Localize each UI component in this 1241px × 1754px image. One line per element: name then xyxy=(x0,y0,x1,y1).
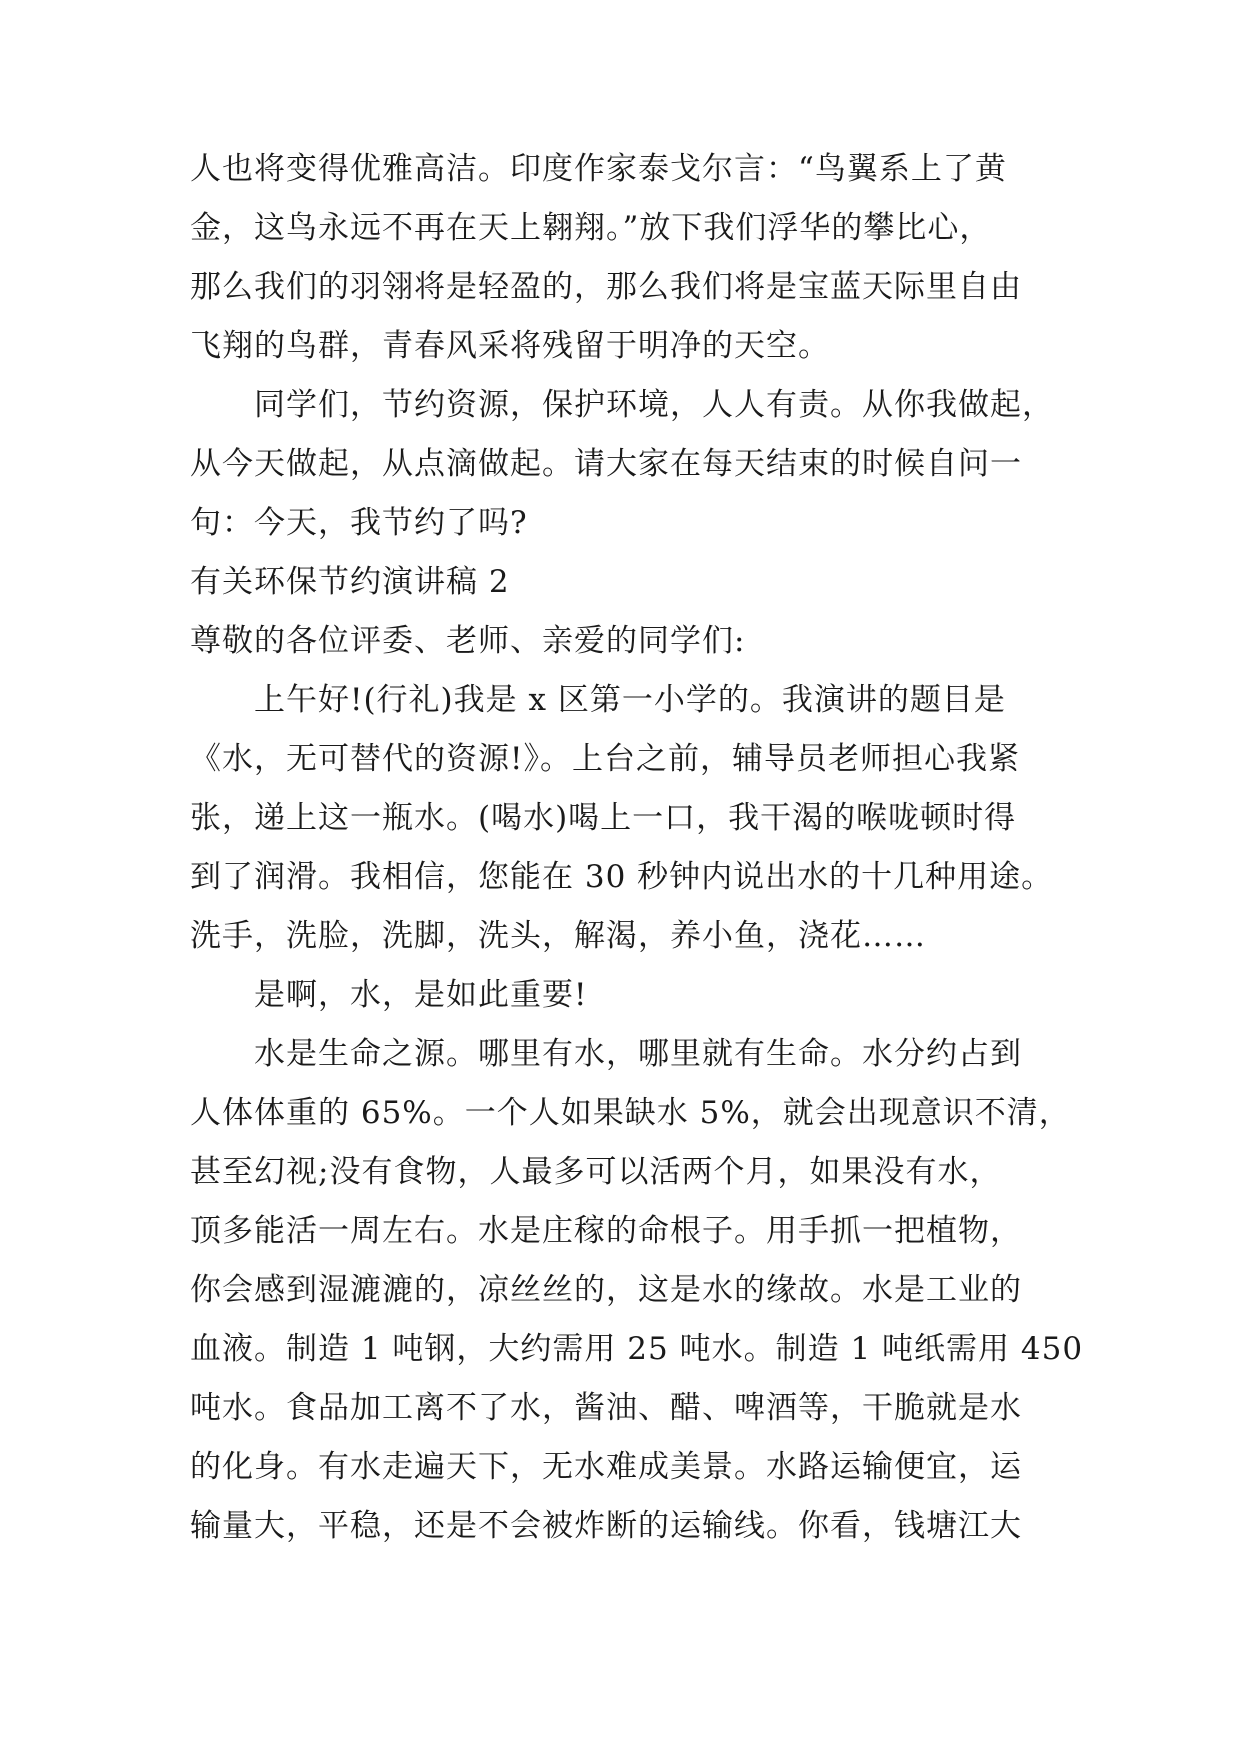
text-line: 水是生命之源。哪里有水，哪里就有生命。水分约占到 xyxy=(254,1036,1022,1072)
text-line: 顶多能活一周左右。水是庄稼的命根子。用手抓一把植物， xyxy=(190,1213,1022,1249)
text-line: 吨水。食品加工离不了水，酱油、醋、啤酒等，干脆就是水 xyxy=(190,1390,1022,1426)
document-body xyxy=(190,140,1084,1556)
text-line: 的化身。有水走遍天下，无水难成美景。水路运输便宜，运 xyxy=(190,1449,1022,1485)
text-line: 甚至幻视;没有食物，人最多可以活两个月，如果没有水， xyxy=(190,1154,1002,1190)
text-line: 到了润滑。我相信，您能在 30 秒钟内说出水的十几种用途。 xyxy=(190,859,1054,895)
text-line: 《水，无可替代的资源!》。上台之前，辅导员老师担心我紧 xyxy=(190,741,1020,777)
text-line: 尊敬的各位评委、老师、亲爱的同学们: xyxy=(190,623,746,659)
text-line: 同学们，节约资源，保护环境，人人有责。从你我做起， xyxy=(254,387,1054,423)
text-line: 人也将变得优雅高洁。印度作家泰戈尔言：“鸟翼系上了黄 xyxy=(190,151,1007,187)
text-line: 你会感到湿漉漉的，凉丝丝的，这是水的缘故。水是工业的 xyxy=(190,1272,1022,1308)
text-line: 血液。制造 1 吨钢，大约需用 25 吨水。制造 1 吨纸需用 450 xyxy=(190,1331,1084,1367)
text-line: 上午好!(行礼)我是 x 区第一小学的。我演讲的题目是 xyxy=(254,682,1006,718)
text-line: 句：今天，我节约了吗? xyxy=(190,505,528,541)
text-line: 飞翔的鸟群，青春风采将残留于明净的天空。 xyxy=(190,328,830,364)
text-line: 洗手，洗脸，洗脚，洗头，解渴，养小鱼，浇花…… xyxy=(190,918,926,954)
text-line: 是啊，水，是如此重要! xyxy=(254,977,588,1013)
text-line: 那么我们的羽翎将是轻盈的，那么我们将是宝蓝天际里自由 xyxy=(190,269,1022,305)
text-line: 人体体重的 65%。一个人如果缺水 5%，就会出现意识不清， xyxy=(190,1095,1071,1131)
text-line: 张，递上这一瓶水。(喝水)喝上一口，我干渴的喉咙顿时得 xyxy=(190,800,1017,836)
text-line: 从今天做起，从点滴做起。请大家在每天结束的时候自问一 xyxy=(190,446,1022,482)
text-line: 输量大，平稳，还是不会被炸断的运输线。你看，钱塘江大 xyxy=(190,1508,1022,1544)
text-line: 有关环保节约演讲稿 2 xyxy=(190,564,510,600)
text-line: 金，这鸟永远不再在天上翱翔。”放下我们浮华的攀比心， xyxy=(190,210,992,246)
